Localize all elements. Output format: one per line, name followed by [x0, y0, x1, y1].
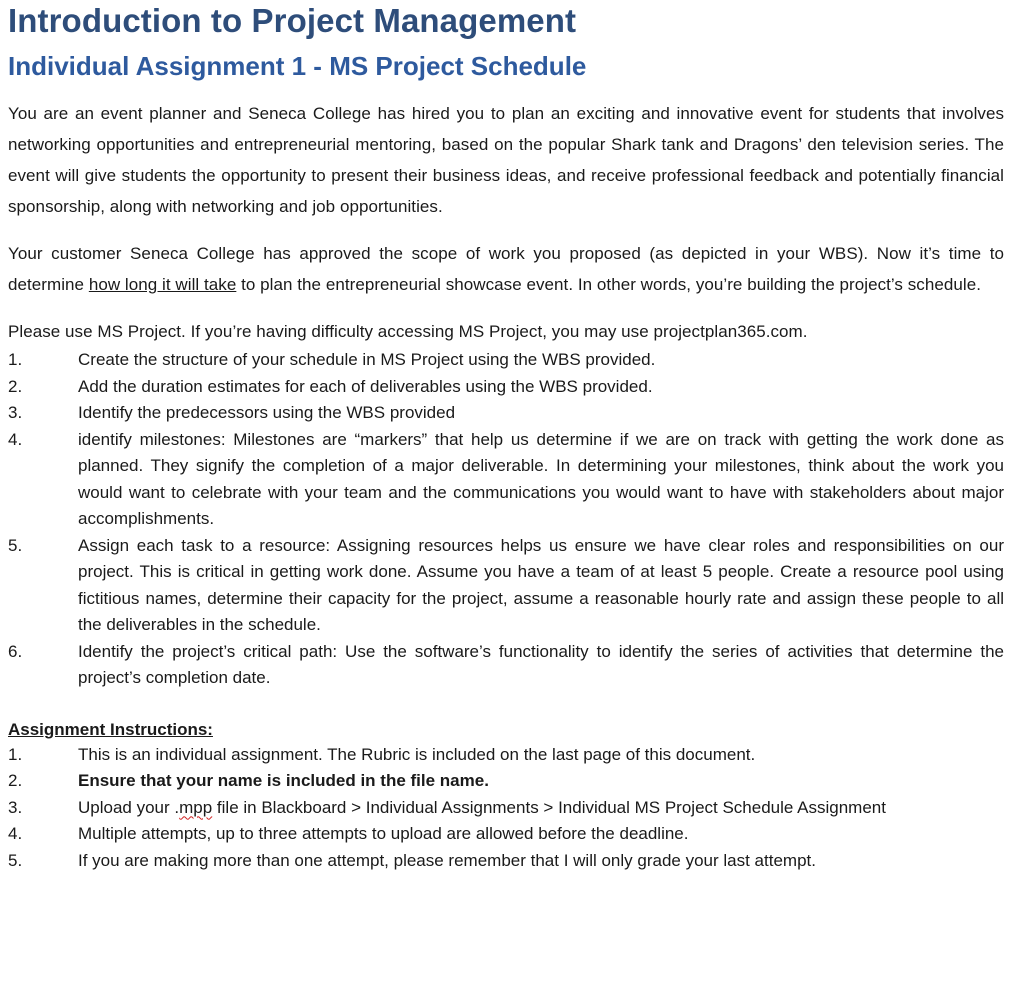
document-subtitle: Individual Assignment 1 - MS Project Schedule — [8, 51, 587, 81]
list-number: 4. — [8, 824, 23, 843]
list-text: Multiple attempts, up to three attempts to upload are allowed before the deadline. — [78, 824, 689, 843]
list-number: 1. — [8, 350, 23, 369]
upload-text-after: file in Blackboard > Individual Assignments > Individual MS Project Schedule Assignment — [212, 797, 886, 817]
list-number: 5. — [8, 535, 23, 555]
list-number: 5. — [8, 850, 23, 870]
scope-paragraph — [8, 238, 1004, 300]
spellcheck-word: mpp — [179, 797, 213, 817]
list-text: This is an individual assignment. The Rubric is included on the last page of this document. — [78, 744, 756, 764]
list-text: Identify the predecessors using the WBS provided — [78, 403, 456, 422]
document-page — [8, 0, 1004, 874]
list-number: 3. — [8, 797, 23, 817]
list-text-bold: Ensure that your name is included in the file name. — [78, 771, 489, 790]
list-text: Add the duration estimates for each of deliverables using the WBS provided. — [78, 376, 653, 396]
list-number: 3. — [8, 403, 23, 422]
list-item — [8, 374, 1004, 401]
list-item — [8, 639, 1004, 692]
steps-list — [8, 347, 1004, 692]
scope-text-before: Your customer Seneca College has approved the scope of work you proposed (as depicted in your WBS). Now it’s time to determine — [8, 244, 1004, 294]
list-text: Create the structure of your schedule in MS Project using the WBS provided. — [78, 350, 656, 369]
scope-underlined-text: how long it will take — [88, 275, 237, 294]
list-number: 6. — [8, 641, 23, 661]
list-number: 1. — [8, 744, 23, 764]
intro-paragraph: You are an event planner and Seneca College has hired you to plan an exciting and innovative event for students that involves networking opportunities and entrepreneurial mentoring, based on the popular Shark tank and Dragons’ den television series. The event will give students the opportunity to present their business ideas, and receive professional feedback and potentially financial sponsorship, along with networking and job opportunities. — [8, 104, 1004, 216]
list-item — [8, 427, 1004, 533]
list-item — [8, 347, 1004, 374]
scope-text-after: to plan the entrepreneurial showcase event. In other words, you’re building the project’s schedule. — [236, 275, 981, 294]
list-text: If you are making more than one attempt, please remember that I will only grade your last attempt. — [78, 850, 816, 870]
upload-text-before: Upload your . — [78, 797, 180, 817]
document-title: Introduction to Project Management — [8, 2, 577, 39]
instructions-heading: Assignment Instructions: — [8, 719, 213, 739]
list-item — [8, 821, 1004, 848]
list-number: 2. — [8, 376, 23, 396]
list-number: 2. — [8, 771, 23, 790]
list-number: 4. — [8, 429, 23, 449]
list-item — [8, 533, 1004, 639]
list-item — [8, 848, 1004, 875]
list-text: Identify the project’s critical path: Use the software’s functionality to identify the series of activities that determine the project’s completion date. — [78, 641, 1004, 687]
list-item — [8, 768, 1004, 795]
list-item — [8, 795, 1004, 822]
list-text: identify milestones: Milestones are “markers” that help us determine if we are on track with getting the work done as planned. They signify the completion of a major deliverable. In determining your milestones, think about the work you would want to celebrate with your team and the communications you would want to have with stakeholders about major accomplishments. — [78, 429, 1004, 528]
list-item — [8, 400, 1004, 427]
tool-paragraph: Please use MS Project. If you’re having difficulty accessing MS Project, you may use projectplan365.com. — [8, 322, 808, 341]
list-item — [8, 742, 1004, 769]
list-text: Assign each task to a resource: Assigning resources helps us ensure we have clear roles and responsibilities on our project. This is critical in getting work done. Assume you have a team of at least 5 people. Create a resource pool using fictitious names, determine their capacity for the project, assume a reasonable hourly rate and assign these people to all the deliverables in the schedule. — [78, 535, 1004, 634]
instructions-list — [8, 742, 1004, 875]
